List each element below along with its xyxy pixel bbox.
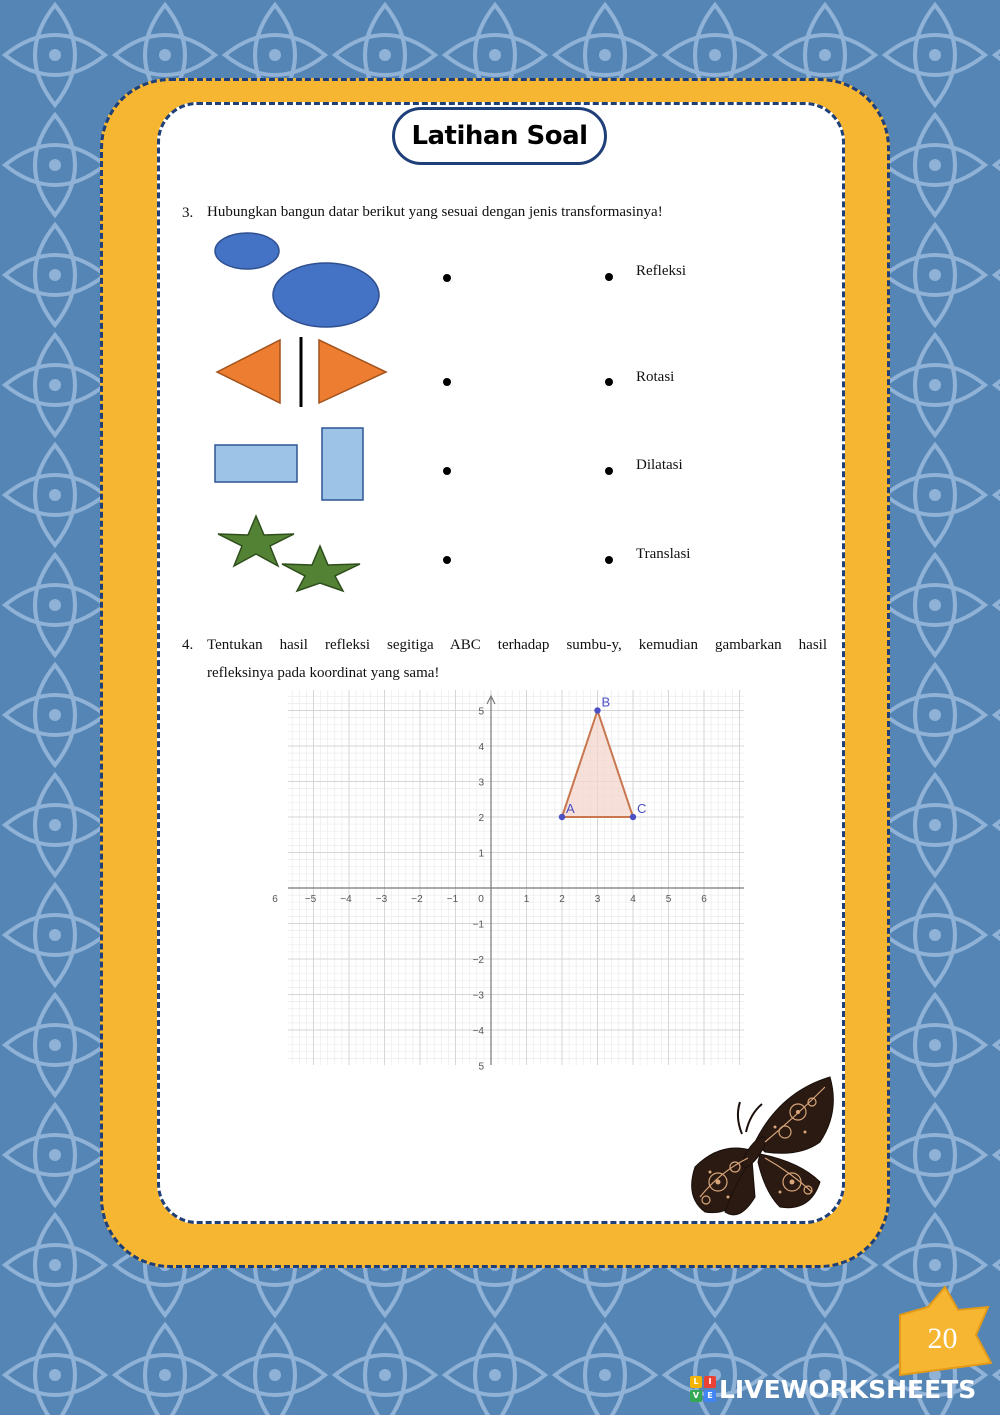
option-dot-refleksi[interactable] xyxy=(605,273,613,281)
coordinate-plane[interactable] xyxy=(272,690,744,1073)
x-tick-label: 3 xyxy=(594,894,601,905)
x-tick-label: −5 xyxy=(304,894,317,905)
x-tick-label: −1 xyxy=(446,894,459,905)
shape-dot-3[interactable] xyxy=(443,467,451,475)
option-label-dilatasi: Dilatasi xyxy=(636,457,683,473)
point-c xyxy=(630,814,636,820)
x-tick-label: 6 xyxy=(272,894,278,905)
point-b xyxy=(594,707,600,713)
liveworksheets-logo-icon: L I V E xyxy=(690,1376,716,1402)
y-tick-label: 5 xyxy=(478,706,484,718)
option-dot-dilatasi[interactable] xyxy=(605,467,613,475)
page-title: Latihan Soal xyxy=(392,107,607,165)
y-tick-label: −1 xyxy=(472,919,484,931)
y-tick-label: −3 xyxy=(472,990,484,1002)
stars-translation-icon xyxy=(218,516,360,591)
triangles-reflection-icon xyxy=(217,337,386,407)
x-tick-label: 5 xyxy=(665,894,672,905)
point-label-c: C xyxy=(637,801,647,816)
question-4-text-line1: Tentukan hasil refleksi segitiga ABC terhadap sumbu-y, kemudian gambarkan hasil xyxy=(207,637,827,653)
point-label-b: B xyxy=(601,694,611,710)
question-4-number: 4. xyxy=(182,637,194,653)
x-tick-label: 4 xyxy=(630,894,636,905)
shape-dot-1[interactable] xyxy=(443,274,451,282)
page-number: 20 xyxy=(927,1322,958,1355)
shape-dot-2[interactable] xyxy=(443,378,451,386)
ellipses-dilation-icon xyxy=(215,233,379,327)
option-label-refleksi: Refleksi xyxy=(636,263,686,279)
question-3-number: 3. xyxy=(182,205,194,221)
question-4-text-line2: refleksinya pada koordinat yang sama! xyxy=(207,665,440,681)
liveworksheets-brand[interactable] xyxy=(690,1372,976,1406)
question-3-text: Hubungkan bangun datar berikut yang sesuai dengan jenis transformasinya! xyxy=(207,204,663,220)
x-tick-label: 2 xyxy=(559,894,565,905)
x-tick-label: −3 xyxy=(375,894,388,905)
y-tick-label: −2 xyxy=(472,955,484,966)
option-dot-translasi[interactable] xyxy=(605,556,613,564)
option-label-translasi: Translasi xyxy=(636,546,691,562)
x-tick-label: 1 xyxy=(523,894,530,905)
x-tick-label: 0 xyxy=(478,894,484,905)
shape-dot-4[interactable] xyxy=(443,556,451,564)
point-a xyxy=(559,814,565,820)
option-label-rotasi: Rotasi xyxy=(636,369,675,385)
y-tick-label: 3 xyxy=(478,777,484,789)
x-tick-label: −2 xyxy=(411,894,423,905)
y-tick-label: 1 xyxy=(478,848,484,860)
y-tick-label: −4 xyxy=(472,1026,484,1037)
rectangles-rotation-icon xyxy=(215,428,363,500)
y-tick-label: 2 xyxy=(478,813,484,824)
point-label-a: A xyxy=(566,801,575,816)
x-tick-label: −4 xyxy=(340,894,352,905)
y-tick-label: 4 xyxy=(478,742,484,753)
shape-figures xyxy=(200,225,400,605)
x-tick-label: 6 xyxy=(701,894,707,905)
option-dot-rotasi[interactable] xyxy=(605,378,613,386)
brand-name: LIVEWORKSHEETS xyxy=(719,1374,977,1404)
y-tick-label: 5 xyxy=(478,1061,484,1073)
butterfly-decoration xyxy=(680,1072,840,1222)
